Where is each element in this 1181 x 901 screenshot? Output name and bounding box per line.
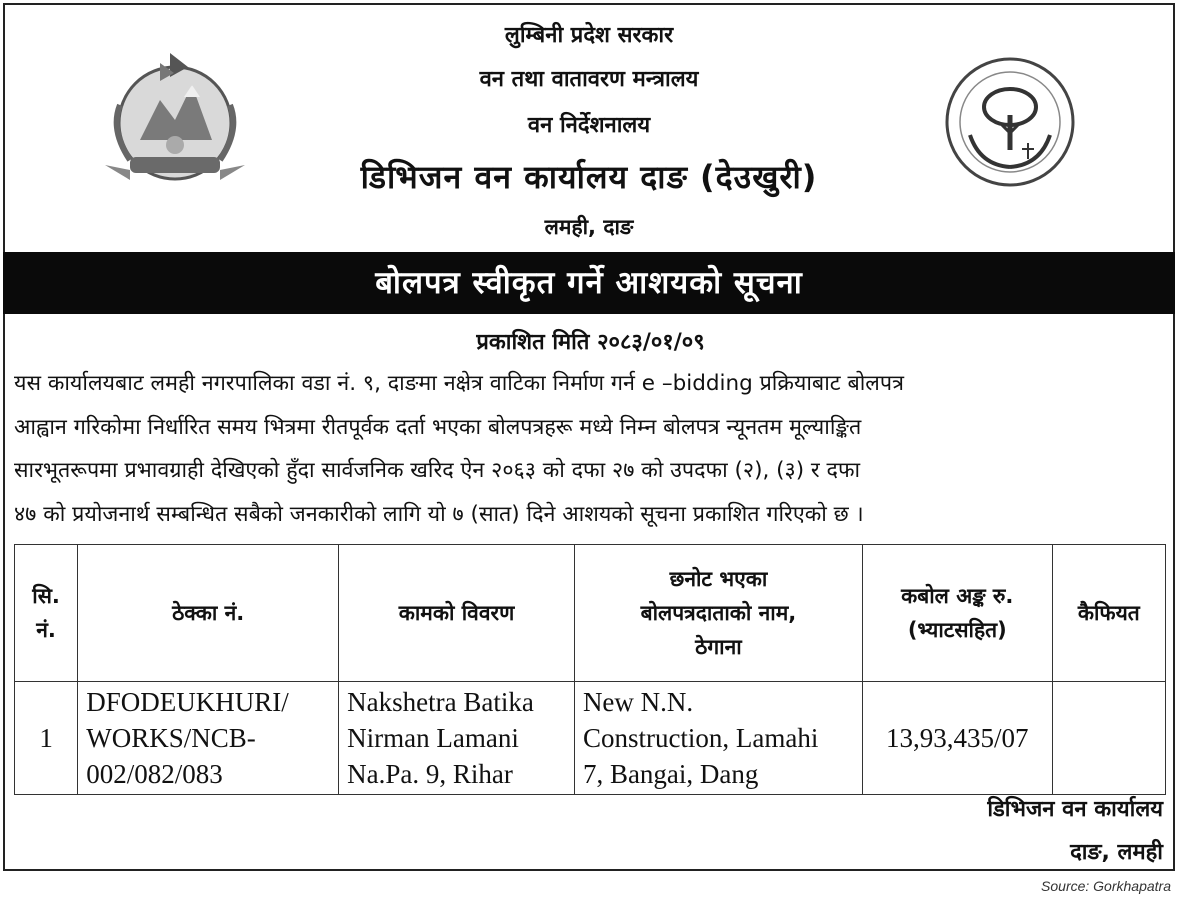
header-serial-number: सि. नं.	[15, 545, 78, 682]
cell-remarks	[1052, 682, 1165, 795]
cell-bid-amount: 13,93,435/07	[862, 682, 1052, 795]
body-line: आह्वान गरिकोमा निर्धारित समय भित्रमा रीतपूर्वक दर्ता भएका बोलपत्रहरू मध्ये निम्न बोलपत्र न्यूनतम मूल्याङ्कित	[14, 414, 862, 440]
government-name: लुम्बिनी प्रदेश सरकार	[504, 23, 674, 48]
tender-table	[14, 544, 1166, 795]
body-line: सारभूतरूपमा प्रभावग्राही देखिएको हुँदा सार्वजनिक खरिद ऐन २०६३ को दफा २७ को उपदफा (२), (३) र दफा	[14, 458, 861, 483]
table-header-row	[15, 545, 1166, 682]
header-bid-amount: कबोल अङ्क रु. (भ्याटसहित)	[862, 545, 1052, 682]
published-date: प्रकाशित मिति २०८३/०१/०९	[476, 330, 705, 355]
cell-work-description: Nakshetra Batika Nirman Lamani Na.Pa. 9, Rihar	[339, 682, 575, 795]
notice-title-banner: बोलपत्र स्वीकृत गर्ने आशयको सूचना	[3, 252, 1175, 314]
header-contract-number: ठेक्का नं.	[78, 545, 339, 682]
cell-serial-number: 1	[15, 682, 78, 795]
cell-contract-number: DFODEUKHURI/ WORKS/NCB- 002/082/083	[78, 682, 339, 795]
source-credit: Source: Gorkhapatra	[1041, 878, 1171, 894]
table-row	[15, 682, 1166, 795]
body-line: ४७ को प्रयोजनार्थ सम्बन्धित सबैको जनकारीको लागि यो ७ (सात) दिने आशयको सूचना प्रकाशित गरिएको छ ।	[14, 501, 864, 527]
cell-bidder: New N.N. Construction, Lamahi 7, Bangai, Dang	[574, 682, 862, 795]
office-name: डिभिजन वन कार्यालय दाङ (देउखुरी)	[360, 158, 818, 196]
directorate-name: वन निर्देशनालय	[527, 113, 651, 138]
ministry-name: वन तथा वातावरण मन्त्रालय	[479, 67, 699, 92]
header-bidder-name-address: छनोट भएका बोलपत्रदाताको नाम, ठेगाना	[574, 545, 862, 682]
signature-place: दाङ, लमही	[1070, 840, 1163, 865]
office-location: लमही, दाङ	[544, 215, 634, 239]
signature-office: डिभिजन वन कार्यालय	[987, 797, 1163, 822]
body-line: यस कार्यालयबाट लमही नगरपालिका वडा नं. ९, दाङमा नक्षेत्र वाटिका निर्माण गर्न e –bidding प्रक्रियाबाट बोलपत्र	[14, 371, 904, 396]
notice-body	[14, 362, 1164, 536]
header-remarks: कैफियत	[1052, 545, 1165, 682]
header-work-description: कामको विवरण	[339, 545, 575, 682]
